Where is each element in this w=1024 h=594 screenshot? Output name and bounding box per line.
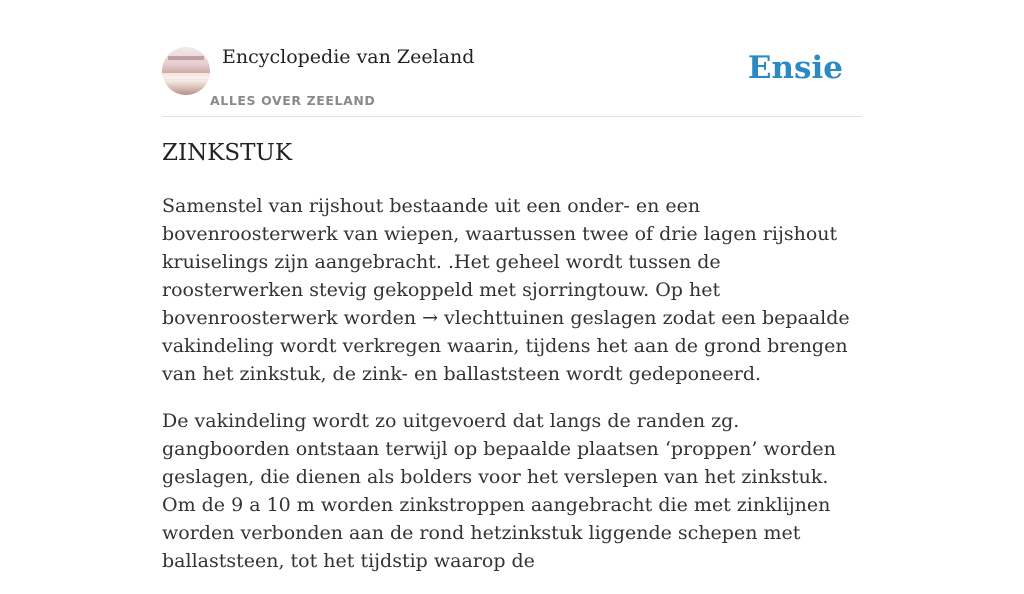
site-subtitle: ALLES OVER ZEELAND: [210, 93, 376, 108]
avatar-decoration: [162, 73, 210, 79]
site-header: [162, 0, 862, 117]
entry-paragraph: Samenstel van rijshout bestaande uit een onder- en een bovenroosterwerk van wiepen, waartussen twee of drie lagen rijshout kruiselings zijn aangebracht. .Het geheel wordt tussen de roosterwerken stevig gekoppeld met sjorringtouw. Op het bovenroosterwerk worden → vlechttuinen geslagen zodat een bepaalde vakindeling wordt verkregen waarin, tijdens het aan de grond brengen van het zinkstuk, de zink- en ballaststeen wordt gedeponeerd.: [162, 195, 850, 385]
avatar-decoration: [168, 56, 204, 60]
brand-logo-link[interactable]: Ensie: [747, 50, 843, 86]
site-title[interactable]: Encyclopedie van Zeeland: [222, 46, 475, 68]
entry-title: ZINKSTUK: [162, 140, 293, 166]
site-avatar[interactable]: [162, 47, 210, 95]
entry-body: [162, 192, 862, 594]
entry-paragraph: De vakindeling wordt zo uitgevoerd dat langs de randen zg. gangboorden ontstaan terwijl op bepaalde plaatsen ‘proppen’ worden geslagen, die dienen als bolders voor het verslepen van het zinkstuk. Om de 9 a 10 m worden zinkstroppen aangebracht die met zinklijnen worden verbonden aan de rond hetzinkstuk liggende schepen met ballaststeen, tot het tijdstip waarop de: [162, 410, 836, 572]
page-container: [162, 0, 862, 572]
